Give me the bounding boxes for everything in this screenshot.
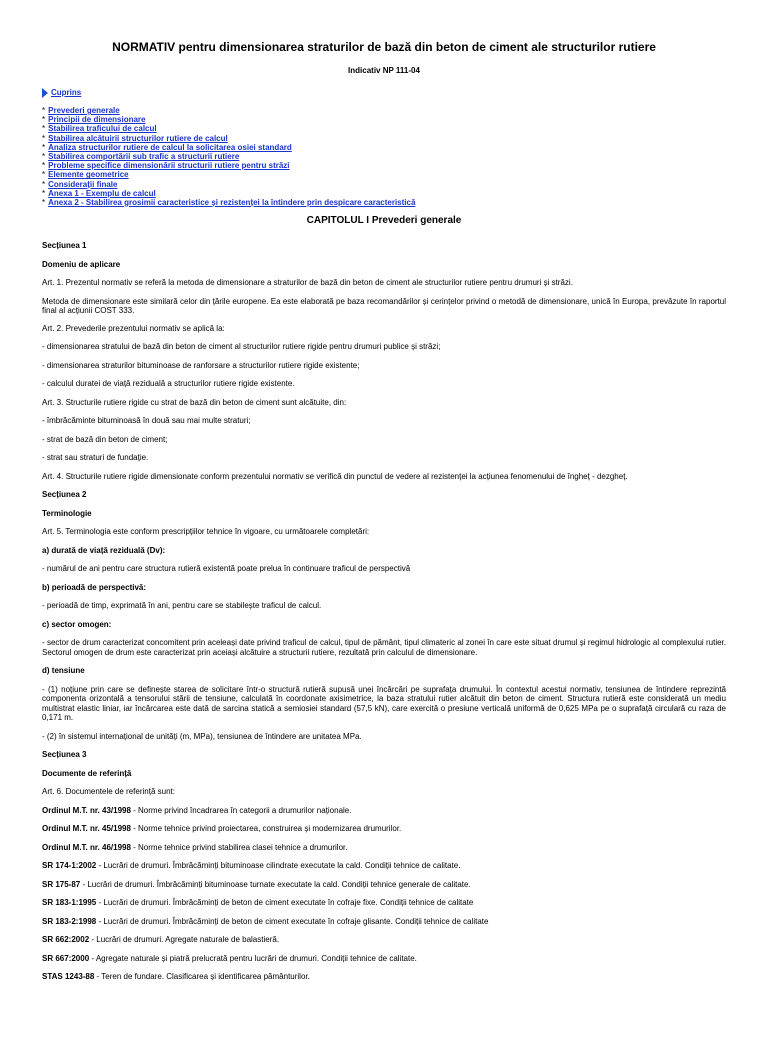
table-of-contents (42, 106, 726, 207)
section-3-heading: Secțiunea 3 (42, 750, 87, 760)
term-a: a) durată de viață reziduală (Dv): (42, 545, 166, 555)
reference-code: Ordinul M.T. nr. 46/1998 (42, 842, 131, 852)
toc-item: * Stabilirea traficului de calcul (42, 124, 157, 134)
document-title: NORMATIV pentru dimensionarea straturilor de bază din beton de ciment ale structurilor rutiere (112, 40, 656, 54)
cuprins-row (42, 88, 726, 98)
art-1: Art. 1. Prezentul normativ se referă la metoda de dimensionare a straturilor de bază din beton de ciment ale structurilor rutiere pentru drumuri și străzi. (42, 278, 573, 288)
art-3-item: - strat de bază din beton de ciment; (42, 434, 168, 444)
toc-link-comportare-trafic[interactable]: Stabilirea comportării sub trafic a structurii rutiere (48, 151, 240, 161)
toc-link-probleme-strazi[interactable]: Probleme specifice dimensionării structurii rutiere pentru străzi (48, 161, 290, 171)
toc-link-consideratii-finale[interactable]: Considerații finale (48, 179, 118, 189)
section-2-heading: Secțiunea 2 (42, 490, 87, 500)
toc-item: * Probleme specifice dimensionării structurii rutiere pentru străzi (42, 161, 290, 171)
toc-item: * Prevederi generale (42, 106, 120, 115)
toc-link-analiza-structuri[interactable]: Analiza structurilor rutiere de calcul la solicitarea osiei standard (48, 142, 292, 152)
reference-code: SR 183-2:1998 (42, 916, 97, 926)
reference-item (42, 898, 726, 908)
reference-item (42, 824, 726, 834)
toc-item: * Anexa 2 - Stabilirea grosimii caracteristice și rezistenței la întindere prin despicare caracteristică (42, 197, 416, 207)
art-6: Art. 6. Documentele de referință sunt: (42, 787, 175, 797)
reference-code: SR 662:2002 (42, 935, 90, 945)
term-b-definition: - perioadă de timp, exprimată în ani, pentru care se stabilește traficul de calcul. (42, 601, 322, 611)
art-2-item: - calculul duratei de viață reziduală a structurilor rutiere rigide existente. (42, 379, 295, 389)
term-d-definition-1: - (1) noțiune prin care se definește starea de solicitare într-o structură rutieră supusă unei încărcări pe suprafața drumului. În contextul acestui normativ, tensiunea de întindere reprezintă componenta orizontală a tensorului stării de tensiune, calculată în coordonate axisimetrice, la baza stratului rutier alcătuit din beton de ciment. Structura rutieră este considerată un mediu multistrat elastic liniar, iar încărcarea este dată de sarcina statică a semiosiei standard (57,5 kN), care exercită o presiune verticală uniformă de 0,625 MPa pe o suprafață circulară cu raza de 0,171 m. (42, 684, 726, 723)
toc-link-anexa-2[interactable]: Anexa 2 - Stabilirea grosimii caracteristice și rezistenței la întindere prin despicare caracteristică (48, 197, 416, 207)
art-2: Art. 2. Prevederile prezentului normativ se aplică la: (42, 323, 225, 333)
toc-link-principii-dimensionare[interactable]: Principii de dimensionare (48, 115, 146, 125)
toc-link-trafic-calcul[interactable]: Stabilirea traficului de calcul (48, 124, 157, 134)
reference-text: - Teren de fundare. Clasificarea și identificarea pământurilor. (94, 972, 310, 982)
triangle-right-icon (42, 88, 48, 98)
toc-item: * Principii de dimensionare (42, 115, 146, 125)
section-1-subheading: Domeniu de aplicare (42, 259, 121, 269)
term-a-definition: - numărul de ani pentru care structura rutieră existentă poate prelua în continuare traficul de perspectivă (42, 564, 411, 574)
art-4: Art. 4. Structurile rutiere rigide dimensionate conform prezentului normativ se verifică din punctul de vedere al rezistenței la acțiunea fenomenului de îngheț - dezgheț. (42, 471, 628, 481)
reference-item (42, 806, 726, 816)
reference-text: - Norme privind încadrarea în categorii a drumurilor naționale. (130, 805, 352, 815)
document-page (0, 40, 768, 1064)
reference-code: SR 667:2000 (42, 953, 90, 963)
art-2-item: - dimensionarea straturilor bituminoase de ranforsare a structurilor rutiere rigide existente; (42, 360, 360, 370)
art-3: Art. 3. Structurile rutiere rigide cu strat de bază din beton de ciment sunt alcătuite, din: (42, 397, 347, 407)
section-3-subheading: Documente de referință (42, 768, 132, 778)
art-3-item: - strat sau straturi de fundație. (42, 453, 149, 463)
reference-text: - Lucrări de drumuri. Agregate naturale de balastieră. (89, 935, 280, 945)
cuprins-link[interactable]: Cuprins (51, 88, 82, 97)
reference-item (42, 954, 726, 964)
term-b: b) perioadă de perspectivă: (42, 582, 147, 592)
reference-item (42, 843, 726, 853)
document-indicativ: Indicativ NP 111-04 (348, 66, 420, 75)
toc-link-elemente-geometrice[interactable]: Elemente geometrice (48, 170, 129, 180)
reference-code: SR 183-1:1995 (42, 898, 97, 908)
reference-text: - Norme tehnice privind proiectarea, construirea și modernizarea drumurilor. (130, 824, 402, 834)
section-2-subheading: Terminologie (42, 508, 92, 518)
reference-code: Ordinul M.T. nr. 45/1998 (42, 824, 131, 834)
reference-code: STAS 1243-88 (42, 972, 95, 982)
reference-text: - Lucrări de drumuri. Îmbrăcăminți bituminoase turnate executate la cald. Condiții tehnice generale de calitate. (80, 879, 471, 889)
term-c-definition: - sector de drum caracterizat concomitent prin aceleași date privind traficul de calcul, tipul de pământ, tipul climateric al zonei în care este situat drumul și regimul hidrologic al complexului rutier. Sectorul omogen de drum este caracterizat prin aceiași alcătuire a structurii rutiere, rezultată prin calculul de dimensionare. (42, 638, 726, 657)
art-3-item: - îmbrăcăminte bituminoasă în două sau mai multe straturi; (42, 416, 251, 426)
reference-text: - Agregate naturale și piatră prelucrată pentru lucrări de drumuri. Condiții tehnice de calitate. (89, 953, 417, 963)
reference-code: SR 175-87 (42, 879, 81, 889)
toc-item: * Anexa 1 - Exemplu de calcul (42, 188, 156, 198)
term-c: c) sector omogen: (42, 619, 112, 629)
reference-item (42, 972, 726, 982)
reference-code: SR 174-1:2002 (42, 861, 97, 871)
reference-text: - Norme tehnice privind stabilirea clasei tehnice a drumurilor. (130, 842, 348, 852)
toc-item: * Considerații finale (42, 179, 118, 189)
metoda-paragraph: Metoda de dimensionare este similară celor din țările europene. Ea este elaborată pe baza recomandărilor și cerințelor privind o metodă de dimensionare, unică în Europa, prevăzute în raportul final al acțiunii COST 333. (42, 296, 726, 316)
reference-item (42, 861, 726, 871)
reference-text: - Lucrări de drumuri. Îmbrăcăminți de beton de ciment executate în cofraje fixe. Condiții tehnice de calitate (96, 898, 474, 908)
term-d-definition-2: - (2) în sistemul internațional de unități (m, MPa), tensiunea de întindere are unitatea MPa. (42, 731, 362, 741)
reference-code: Ordinul M.T. nr. 43/1998 (42, 805, 131, 815)
art-2-item: - dimensionarea stratului de bază din beton de ciment al structurilor rutiere rigide pentru drumuri publice și străzi; (42, 342, 441, 352)
toc-link-prevederi-generale[interactable]: Prevederi generale (48, 106, 120, 115)
toc-item: * Stabilirea alcătuirii structurilor rutiere de calcul (42, 133, 228, 143)
reference-text: - Lucrări de drumuri. Îmbrăcăminți bituminoase cilindrate executate la cald. Condiții tehnice de calitate. (96, 861, 461, 871)
reference-item (42, 935, 726, 945)
section-1-heading: Secțiunea 1 (42, 241, 87, 251)
reference-item (42, 917, 726, 927)
chapter-heading: CAPITOLUL I Prevederi generale (306, 215, 462, 227)
reference-text: - Lucrări de drumuri. Îmbrăcăminți de beton de ciment executate în cofraje glisante. Condiții tehnice de calitate (96, 916, 489, 926)
art-5: Art. 5. Terminologia este conform prescripțiilor tehnice în vigoare, cu următoarele completări: (42, 527, 370, 537)
toc-link-alcatuire-structuri[interactable]: Stabilirea alcătuirii structurilor rutiere de calcul (48, 133, 228, 143)
toc-item: * Elemente geometrice (42, 170, 129, 180)
term-d: d) tensiune (42, 666, 85, 676)
toc-item: * Stabilirea comportării sub trafic a structurii rutiere (42, 151, 240, 161)
toc-item: * Analiza structurilor rutiere de calcul la solicitarea osiei standard (42, 142, 292, 152)
toc-link-anexa-1[interactable]: Anexa 1 - Exemplu de calcul (48, 188, 156, 198)
reference-item (42, 880, 726, 890)
